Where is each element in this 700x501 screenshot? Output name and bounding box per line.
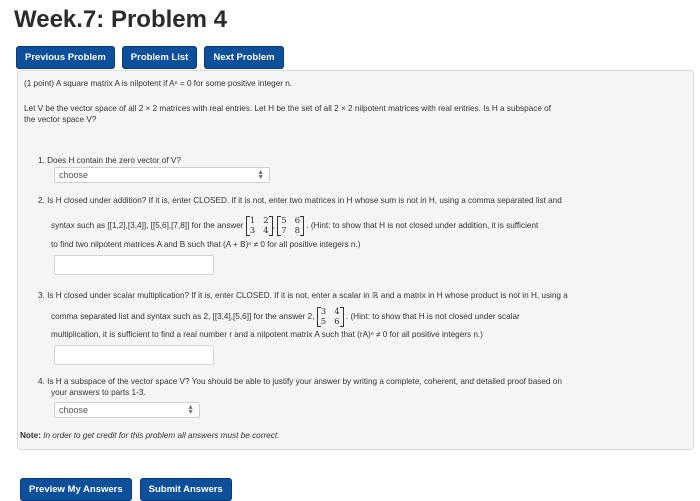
problem-setup-line2: the vector space V? [24, 115, 97, 124]
page-title: Week.7: Problem 4 [14, 6, 227, 33]
submit-answers-button[interactable]: Submit Answers [140, 478, 232, 501]
question-4-line1: 4. Is H a subspace of the vector space V? You should be able to justify your answer by writing a complete, coherent, and detailed proof based on [38, 377, 562, 386]
question-3-syntax-text: comma separated list and syntax such as 2, [[3,4],[5,6]] for the answer 2, [51, 312, 315, 322]
example-matrix-3: 3 4 5 6 [317, 307, 344, 327]
select-arrows-icon: ▲ ▼ [257, 169, 264, 181]
credit-note [20, 430, 279, 441]
question-4-line2: your answers to parts 1-3. [51, 388, 146, 397]
question-2-answer-input[interactable] [54, 255, 214, 275]
note-label: Note: [20, 431, 41, 440]
question-2-syntax-text: syntax such as [[1,2],[3,4]], [[5,6],[7,8]] for the answer [51, 221, 244, 231]
question-1-select-value: choose [59, 170, 89, 180]
problem-panel [17, 70, 694, 450]
problem-intro: (1 point) A square matrix A is nilpotent if Aⁿ = 0 for some positive integer n. [24, 79, 293, 88]
problem-setup-line1: Let V be the vector space of all 2 × 2 matrices with real entries. Let H be the set of all 2 × 2 nilpotent matrices with real entries. Is H a subspace of [24, 104, 551, 113]
question-3-hint-text: . (Hint: to show that H is not closed under scalar [345, 312, 520, 322]
answer-actions [20, 478, 232, 501]
question-2-line3: to find two nilpotent matrices A and B such that (A + B)ⁿ ≠ 0 for all positive integers n.) [51, 240, 361, 249]
question-3-line3: multiplication, it is sufficient to find a real number r and a nilpotent matrix A such that (rA)ⁿ ≠ 0 for all positive integers n.) [51, 330, 483, 339]
question-2-line1: 2. Is H closed under addition? If it is, enter CLOSED. If it is not, enter two matrices in H whose sum is not in H, using a comma separated list and [38, 196, 562, 205]
question-1-select[interactable] [54, 167, 270, 183]
preview-answers-button[interactable]: Preview My Answers [20, 478, 132, 501]
select-arrows-icon: ▲ ▼ [187, 404, 194, 416]
example-matrix-1: 1 2 3 4 [246, 216, 273, 236]
problem-nav [16, 46, 284, 69]
question-2-line2: syntax such as [[1,2],[3,4]], [[5,6],[7,8]] for the answer 1 2 3 4 , 5 6 7 8 . (Hint: to show that H is not closed under addition, it is sufficient [51, 216, 539, 236]
previous-problem-button[interactable]: Previous Problem [16, 46, 115, 69]
question-3-line2 [51, 307, 520, 327]
question-3-line1: 3. Is H closed under scalar multiplication? If it is, enter CLOSED. If it is not, enter a scalar in ℝ and a matrix in H whose product is not in H, using a [38, 291, 568, 300]
next-problem-button[interactable]: Next Problem [204, 46, 283, 69]
question-2-hint-text: . (Hint: to show that H is not closed under addition, it is sufficient [306, 221, 539, 231]
question-3-answer-input[interactable] [54, 345, 214, 365]
note-text: In order to get credit for this problem all answers must be correct. [43, 431, 280, 440]
question-4-select[interactable] [54, 402, 200, 418]
question-1-text: 1. Does H contain the zero vector of V? [38, 156, 181, 165]
example-matrix-2: 5 6 7 8 [277, 216, 304, 236]
question-4-select-value: choose [59, 405, 89, 415]
problem-list-button[interactable]: Problem List [122, 46, 198, 69]
